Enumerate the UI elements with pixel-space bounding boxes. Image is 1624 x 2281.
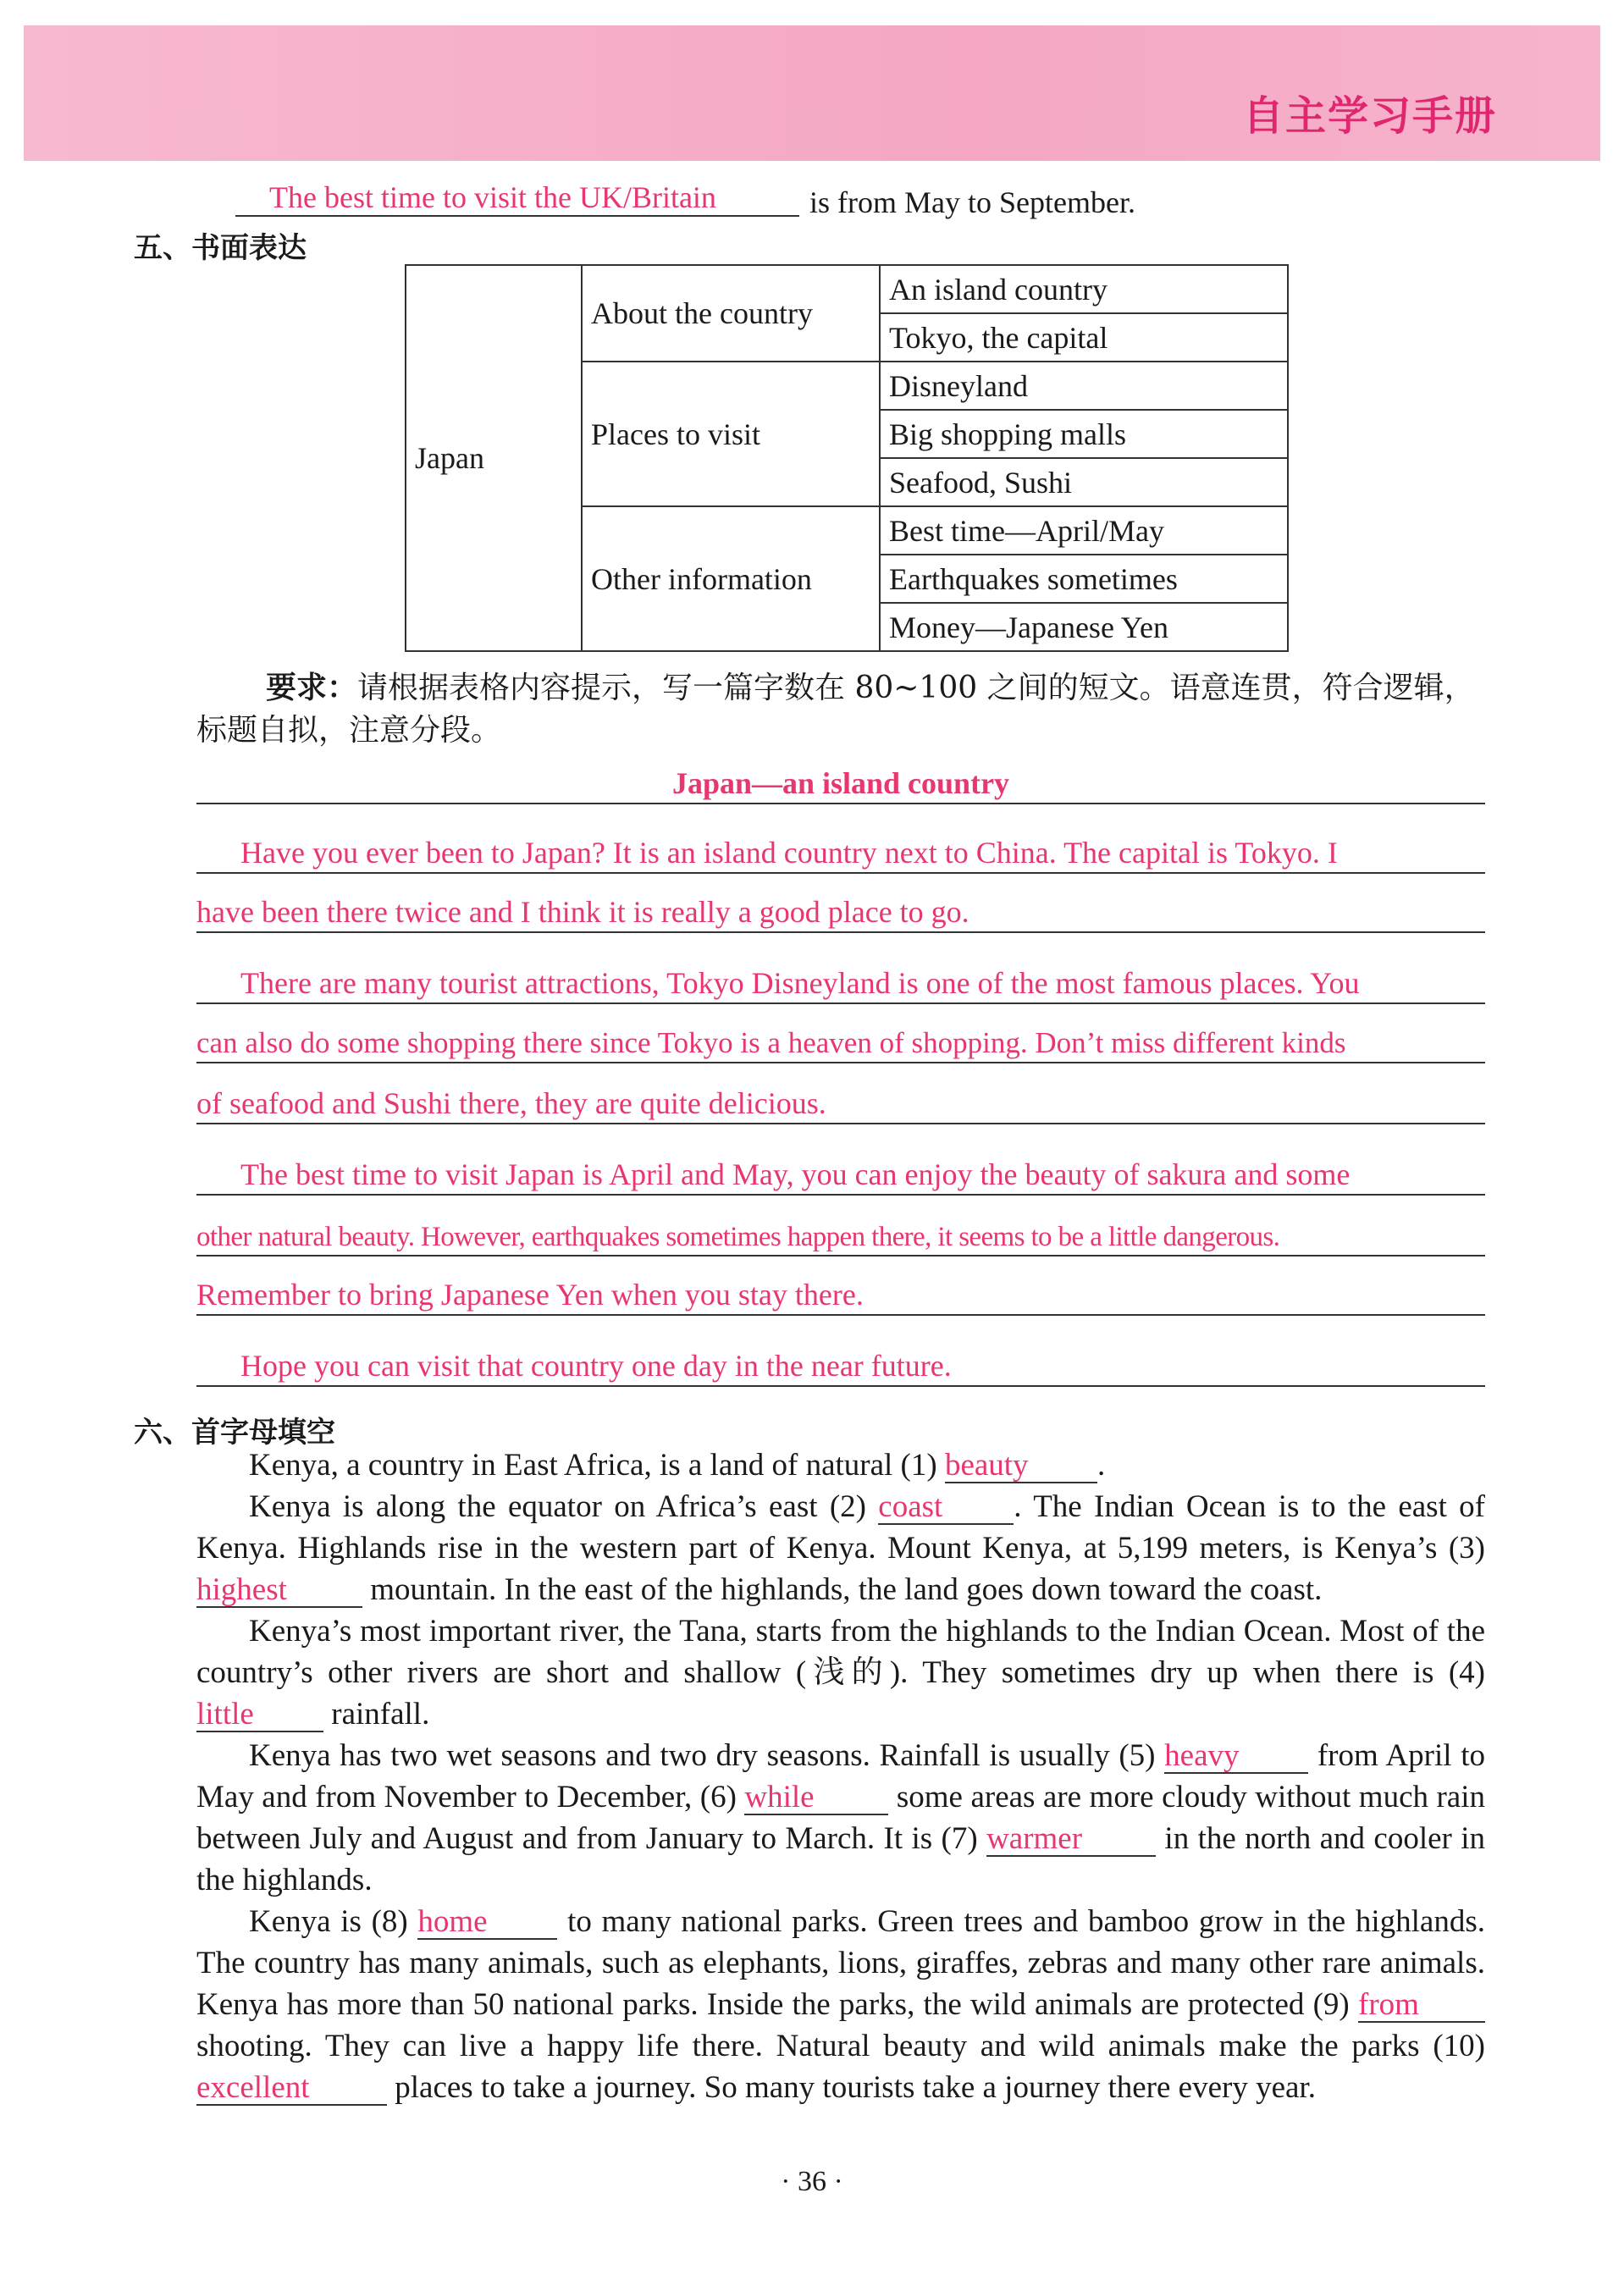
cloze-paragraph-4 (196, 1735, 1485, 1901)
text: mountain. In the east of the highlands, the land goes down toward the coast. (362, 1572, 1323, 1607)
group-label-other: Other information (582, 506, 880, 651)
essay-line: There are many tourist attractions, Tokyo Disneyland is one of the most famous places. You (196, 948, 1485, 1004)
cloze-paragraph-1 (196, 1444, 1485, 1486)
blank-9: from (1358, 1989, 1485, 2023)
text: rainfall. (323, 1697, 430, 1731)
blank-7: warmer (986, 1823, 1156, 1857)
table-cell: Money—Japanese Yen (880, 603, 1288, 651)
group-label-about: About the country (582, 265, 880, 362)
table-cell: An island country (880, 265, 1288, 313)
text: Kenya has two wet seasons and two dry seasons. Rainfall is usually (5) (249, 1738, 1165, 1773)
top-answer: The best time to visit the UK/Britain (235, 179, 799, 217)
text: Kenya, a country in East Africa, is a land of natural (1) (249, 1448, 945, 1483)
table-cell: Big shopping malls (880, 410, 1288, 458)
blank-1: beauty (945, 1450, 1097, 1483)
table-cell: Disneyland (880, 362, 1288, 410)
text: Kenya is along the equator on Africa’s east (2) (249, 1489, 879, 1524)
essay-line: The best time to visit Japan is April and May, you can enjoy the beauty of sakura and some (196, 1140, 1485, 1196)
section6-title: 六、首字母填空 (134, 1416, 335, 1450)
blank-4: little (196, 1698, 323, 1732)
essay-line: have been there twice and I think it is really a good place to go. (196, 877, 1485, 933)
cloze-paragraph-3 (196, 1610, 1485, 1735)
text: Kenya’s most important river, the Tana, starts from the highlands to the Indian Ocean. Most of the country’s other rivers are short and shallow (浅的). They sometimes dry up when there is (4) (196, 1614, 1485, 1690)
text: shooting. They can live a happy life there. Natural beauty and wild animals make the parks (10) (196, 2029, 1485, 2063)
text: . (1096, 1448, 1106, 1483)
table-cell: Seafood, Sushi (880, 458, 1288, 506)
page-number: · 36 · (781, 2166, 843, 2197)
table-cell: Earthquakes sometimes (880, 555, 1288, 603)
essay-line: Hope you can visit that country one day in the near future. (196, 1331, 1485, 1387)
requirement-label: 要求： (266, 671, 358, 705)
text: . The Indian Ocean is to the east of Kenya. Highlands rise in the western part of Kenya. Mount Kenya, at 5,199 meters, is Kenya’s (3) (196, 1489, 1485, 1566)
text: places to take a journey. So many tourists take a journey there every year. (387, 2070, 1316, 2105)
text: in the north and cooler in the highlands. (196, 1821, 1485, 1897)
header-title: 自主学习手册 (1242, 92, 1497, 140)
blank-8: home (417, 1906, 557, 1940)
group-label-places: Places to visit (582, 362, 880, 506)
blank-10: excellent (196, 2072, 387, 2106)
top-answer-rest: is from May to September. (809, 185, 1135, 219)
blank-2: coast (878, 1491, 1014, 1525)
info-table (405, 264, 1289, 652)
essay-line: can also do some shopping there since Tokyo is a heaven of shopping. Don’t miss different kinds (196, 1008, 1485, 1063)
text: from April to May and from November to December, (6) (196, 1738, 1485, 1814)
cloze-paragraph-2 (196, 1486, 1485, 1610)
essay-line: Remember to bring Japanese Yen when you stay there. (196, 1260, 1485, 1316)
text: some areas are more cloudy without much rain between July and August and from January to March. It is (7) (196, 1780, 1485, 1856)
blank-5: heavy (1164, 1740, 1308, 1774)
text: to many national parks. Green trees and bamboo grow in the highlands. The country has many animals, such as elephants, lions, giraffes, zebras and many other rare animals. Kenya has more than 50 national parks. Inside the parks, the wild animals are protected (9) (196, 1904, 1485, 2022)
table-country: Japan (406, 265, 582, 651)
blank-6: while (744, 1781, 888, 1815)
blank-3: highest (196, 1574, 362, 1608)
section5-title: 五、书面表达 (134, 231, 307, 265)
requirement (196, 667, 1485, 752)
essay-line: Have you ever been to Japan? It is an island country next to China. The capital is Tokyo. I (196, 818, 1485, 874)
requirement-text: 请根据表格内容提示，写一篇字数在 80~100 之间的短文。语意连贯，符合逻辑，标题自拟，注意分段。 (196, 671, 1475, 748)
table-cell: Tokyo, the capital (880, 313, 1288, 362)
essay-line: of seafood and Sushi there, they are quite delicious. (196, 1069, 1485, 1124)
essay-title: Japan—an island country (196, 748, 1485, 804)
table-cell: Best time—April/May (880, 506, 1288, 555)
text: Kenya is (8) (249, 1904, 418, 1939)
cloze-paragraph-5 (196, 1901, 1485, 2108)
essay-line: other natural beauty. However, earthquakes sometimes happen there, it seems to be a little dangerous. (196, 1201, 1485, 1256)
